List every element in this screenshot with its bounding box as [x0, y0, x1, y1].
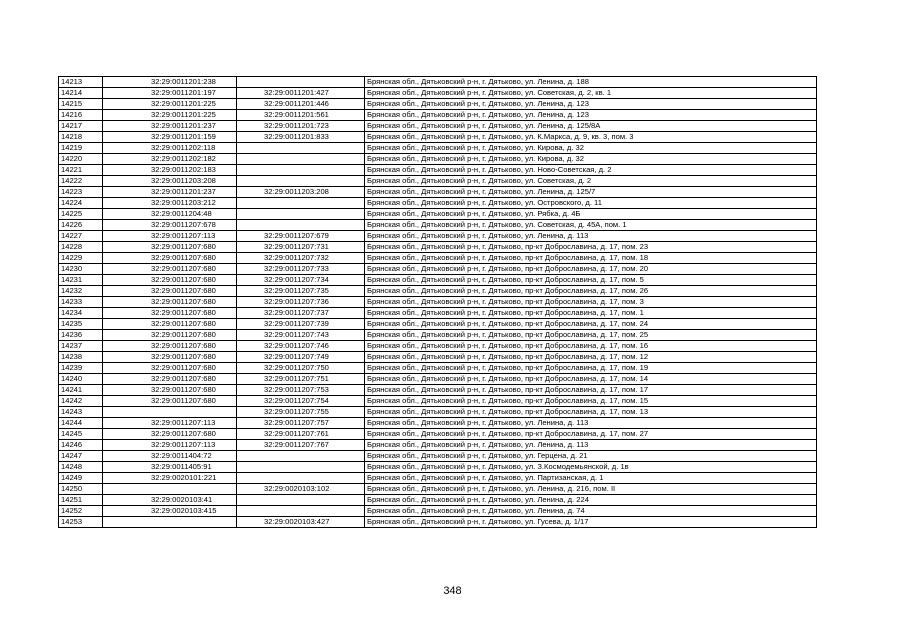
table-row — [59, 231, 817, 242]
address-cell: Брянская обл., Дятьковский р-н, г. Дятьково, ул. К.Маркса, д. 9, кв. 3, пом. 3 — [365, 132, 817, 143]
record-number-cell: 14245 — [59, 429, 103, 440]
table-row — [59, 121, 817, 132]
cadastral-number-cell — [103, 484, 237, 495]
address-cell: Брянская обл., Дятьковский р-н, г. Дятьково, пр-кт Доброславина, д. 17, пом. 17 — [365, 385, 817, 396]
table-row — [59, 506, 817, 517]
address-cell: Брянская обл., Дятьковский р-н, г. Дятьково, пр-кт Доброславина, д. 17, пом. 23 — [365, 242, 817, 253]
cadastral-number-cell: 32:29:0011201:197 — [103, 88, 237, 99]
address-cell: Брянская обл., Дятьковский р-н, г. Дятьково, ул. Советская, д. 45А, пом. 1 — [365, 220, 817, 231]
record-number-cell: 14251 — [59, 495, 103, 506]
cadastral-number-cell: 32:29:0020101:221 — [103, 473, 237, 484]
cadastral-number-cell: 32:29:0011207:680 — [103, 319, 237, 330]
address-cell: Брянская обл., Дятьковский р-н, г. Дятьково, ул. Ленина, д. 113 — [365, 440, 817, 451]
cadastral-number-cell: 32:29:0011207:680 — [103, 308, 237, 319]
table-row — [59, 77, 817, 88]
related-cadastral-number-cell: 32:29:0011207:750 — [237, 363, 365, 374]
cadastral-number-cell: 32:29:0011201:225 — [103, 110, 237, 121]
related-cadastral-number-cell: 32:29:0011207:733 — [237, 264, 365, 275]
record-number-cell: 14215 — [59, 99, 103, 110]
related-cadastral-number-cell: 32:29:0011207:743 — [237, 330, 365, 341]
table-row — [59, 264, 817, 275]
address-cell: Брянская обл., Дятьковский р-н, г. Дятьково, пр-кт Доброславина, д. 17, пом. 15 — [365, 396, 817, 407]
record-number-cell: 14218 — [59, 132, 103, 143]
cadastral-number-cell: 32:29:0011207:680 — [103, 396, 237, 407]
related-cadastral-number-cell: 32:29:0011207:755 — [237, 407, 365, 418]
cadastral-number-cell: 32:29:0011207:113 — [103, 418, 237, 429]
related-cadastral-number-cell — [237, 473, 365, 484]
address-cell: Брянская обл., Дятьковский р-н, г. Дятьково, пр-кт Доброславина, д. 17, пом. 25 — [365, 330, 817, 341]
address-cell: Брянская обл., Дятьковский р-н, г. Дятьково, пр-кт Доброславина, д. 17, пом. 12 — [365, 352, 817, 363]
related-cadastral-number-cell — [237, 154, 365, 165]
record-number-cell: 14231 — [59, 275, 103, 286]
table-row — [59, 286, 817, 297]
related-cadastral-number-cell: 32:29:0011207:754 — [237, 396, 365, 407]
address-cell: Брянская обл., Дятьковский р-н, г. Дятьково, пр-кт Доброславина, д. 17, пом. 26 — [365, 286, 817, 297]
table-row — [59, 319, 817, 330]
record-number-cell: 14241 — [59, 385, 103, 396]
address-cell: Брянская обл., Дятьковский р-н, г. Дятьково, ул. Ленина, д. 113 — [365, 231, 817, 242]
record-number-cell: 14216 — [59, 110, 103, 121]
related-cadastral-number-cell — [237, 462, 365, 473]
address-cell: Брянская обл., Дятьковский р-н, г. Дятьково, пр-кт Доброславина, д. 17, пом. 20 — [365, 264, 817, 275]
related-cadastral-number-cell — [237, 165, 365, 176]
record-number-cell: 14222 — [59, 176, 103, 187]
table-row — [59, 341, 817, 352]
address-cell: Брянская обл., Дятьковский р-н, г. Дятьково, ул. Ленина, д. 123 — [365, 99, 817, 110]
cadastral-number-cell: 32:29:0011207:680 — [103, 385, 237, 396]
related-cadastral-number-cell: 32:29:0020103:102 — [237, 484, 365, 495]
related-cadastral-number-cell: 32:29:0011203:208 — [237, 187, 365, 198]
cadastral-number-cell: 32:29:0011201:238 — [103, 77, 237, 88]
record-number-cell: 14232 — [59, 286, 103, 297]
related-cadastral-number-cell: 32:29:0011201:446 — [237, 99, 365, 110]
table-row — [59, 220, 817, 231]
related-cadastral-number-cell — [237, 506, 365, 517]
table-row — [59, 242, 817, 253]
record-number-cell: 14229 — [59, 253, 103, 264]
record-number-cell: 14225 — [59, 209, 103, 220]
cadastral-number-cell: 32:29:0011207:680 — [103, 275, 237, 286]
address-cell: Брянская обл., Дятьковский р-н, г. Дятьково, ул. Островского, д. 11 — [365, 198, 817, 209]
address-cell: Брянская обл., Дятьковский р-н, г. Дятьково, пр-кт Доброславина, д. 17, пом. 5 — [365, 275, 817, 286]
record-number-cell: 14217 — [59, 121, 103, 132]
table-row — [59, 407, 817, 418]
address-cell: Брянская обл., Дятьковский р-н, г. Дятьково, пр-кт Доброславина, д. 17, пом. 1 — [365, 308, 817, 319]
cadastral-number-cell: 32:29:0011207:680 — [103, 429, 237, 440]
address-cell: Брянская обл., Дятьковский р-н, г. Дятьково, ул. Партизанская, д. 1 — [365, 473, 817, 484]
page-number: 348 — [443, 585, 462, 597]
record-number-cell: 14249 — [59, 473, 103, 484]
record-number-cell: 14238 — [59, 352, 103, 363]
table-row — [59, 517, 817, 528]
address-cell: Брянская обл., Дятьковский р-н, г. Дятьково, пр-кт Доброславина, д. 17, пом. 16 — [365, 341, 817, 352]
registry-table-body — [59, 77, 817, 528]
record-number-cell: 14240 — [59, 374, 103, 385]
table-row — [59, 308, 817, 319]
cadastral-number-cell: 32:29:0011207:680 — [103, 374, 237, 385]
record-number-cell: 14233 — [59, 297, 103, 308]
record-number-cell: 14230 — [59, 264, 103, 275]
cadastral-number-cell: 32:29:0011207:680 — [103, 253, 237, 264]
table-row — [59, 473, 817, 484]
table-row — [59, 352, 817, 363]
related-cadastral-number-cell: 32:29:0011207:746 — [237, 341, 365, 352]
related-cadastral-number-cell: 32:29:0011201:833 — [237, 132, 365, 143]
cadastral-number-cell: 32:29:0011207:680 — [103, 264, 237, 275]
record-number-cell: 14214 — [59, 88, 103, 99]
related-cadastral-number-cell: 32:29:0011207:737 — [237, 308, 365, 319]
address-cell: Брянская обл., Дятьковский р-н, г. Дятьково, ул. Ново-Советская, д. 2 — [365, 165, 817, 176]
table-row — [59, 187, 817, 198]
address-cell: Брянская обл., Дятьковский р-н, г. Дятьково, пр-кт Доброславина, д. 17, пом. 24 — [365, 319, 817, 330]
related-cadastral-number-cell: 32:29:0011207:736 — [237, 297, 365, 308]
related-cadastral-number-cell: 32:29:0011207:749 — [237, 352, 365, 363]
cadastral-number-cell: 32:29:0011201:237 — [103, 187, 237, 198]
cadastral-number-cell: 32:29:0011404:72 — [103, 451, 237, 462]
related-cadastral-number-cell: 32:29:0011201:427 — [237, 88, 365, 99]
related-cadastral-number-cell: 32:29:0011207:734 — [237, 275, 365, 286]
address-cell: Брянская обл., Дятьковский р-н, г. Дятьково, ул. З.Космодемьянской, д. 1в — [365, 462, 817, 473]
address-cell: Брянская обл., Дятьковский р-н, г. Дятьково, пр-кт Доброславина, д. 17, пом. 19 — [365, 363, 817, 374]
table-row — [59, 165, 817, 176]
table-row — [59, 132, 817, 143]
record-number-cell: 14244 — [59, 418, 103, 429]
related-cadastral-number-cell: 32:29:0011207:735 — [237, 286, 365, 297]
record-number-cell: 14242 — [59, 396, 103, 407]
table-row — [59, 176, 817, 187]
table-row — [59, 385, 817, 396]
address-cell: Брянская обл., Дятьковский р-н, г. Дятьково, ул. Ленина, д. 123 — [365, 110, 817, 121]
cadastral-number-cell — [103, 517, 237, 528]
cadastral-number-cell: 32:29:0011202:118 — [103, 143, 237, 154]
record-number-cell: 14236 — [59, 330, 103, 341]
cadastral-number-cell: 32:29:0011201:225 — [103, 99, 237, 110]
related-cadastral-number-cell: 32:29:0011207:739 — [237, 319, 365, 330]
record-number-cell: 14220 — [59, 154, 103, 165]
cadastral-number-cell: 32:29:0011207:680 — [103, 297, 237, 308]
related-cadastral-number-cell — [237, 198, 365, 209]
record-number-cell: 14252 — [59, 506, 103, 517]
cadastral-number-cell: 32:29:0011202:182 — [103, 154, 237, 165]
table-row — [59, 198, 817, 209]
record-number-cell: 14246 — [59, 440, 103, 451]
address-cell: Брянская обл., Дятьковский р-н, г. Дятьково, ул. Советская, д. 2 — [365, 176, 817, 187]
address-cell: Брянская обл., Дятьковский р-н, г. Дятьково, ул. Ленина, д. 74 — [365, 506, 817, 517]
registry-table — [58, 76, 817, 528]
record-number-cell: 14235 — [59, 319, 103, 330]
address-cell: Брянская обл., Дятьковский р-н, г. Дятьково, пр-кт Доброславина, д. 17, пом. 3 — [365, 297, 817, 308]
record-number-cell: 14247 — [59, 451, 103, 462]
record-number-cell: 14226 — [59, 220, 103, 231]
address-cell: Брянская обл., Дятьковский р-н, г. Дятьково, ул. Ленина, д. 125/7 — [365, 187, 817, 198]
address-cell: Брянская обл., Дятьковский р-н, г. Дятьково, ул. Ленина, д. 216, пом. II — [365, 484, 817, 495]
address-cell: Брянская обл., Дятьковский р-н, г. Дятьково, ул. Кирова, д. 32 — [365, 143, 817, 154]
cadastral-number-cell: 32:29:0020103:415 — [103, 506, 237, 517]
table-row — [59, 154, 817, 165]
record-number-cell: 14239 — [59, 363, 103, 374]
record-number-cell: 14243 — [59, 407, 103, 418]
address-cell: Брянская обл., Дятьковский р-н, г. Дятьково, ул. Гусева, д. 1/17 — [365, 517, 817, 528]
table-row — [59, 209, 817, 220]
cadastral-number-cell: 32:29:0011207:113 — [103, 440, 237, 451]
table-row — [59, 451, 817, 462]
table-row — [59, 440, 817, 451]
address-cell: Брянская обл., Дятьковский р-н, г. Дятьково, ул. Ленина, д. 188 — [365, 77, 817, 88]
address-cell: Брянская обл., Дятьковский р-н, г. Дятьково, пр-кт Доброславина, д. 17, пом. 14 — [365, 374, 817, 385]
record-number-cell: 14213 — [59, 77, 103, 88]
related-cadastral-number-cell: 32:29:0011207:679 — [237, 231, 365, 242]
cadastral-number-cell: 32:29:0020103:41 — [103, 495, 237, 506]
table-row — [59, 484, 817, 495]
related-cadastral-number-cell: 32:29:0011207:731 — [237, 242, 365, 253]
table-row — [59, 363, 817, 374]
cadastral-number-cell: 32:29:0011405:91 — [103, 462, 237, 473]
related-cadastral-number-cell: 32:29:0011201:723 — [237, 121, 365, 132]
address-cell: Брянская обл., Дятьковский р-н, г. Дятьково, пр-кт Доброславина, д. 17, пом. 18 — [365, 253, 817, 264]
related-cadastral-number-cell — [237, 209, 365, 220]
table-row — [59, 110, 817, 121]
related-cadastral-number-cell: 32:29:0011207:767 — [237, 440, 365, 451]
related-cadastral-number-cell: 32:29:0011207:761 — [237, 429, 365, 440]
address-cell: Брянская обл., Дятьковский р-н, г. Дятьково, ул. Рябка, д. 4Б — [365, 209, 817, 220]
table-row — [59, 429, 817, 440]
cadastral-number-cell: 32:29:0011203:212 — [103, 198, 237, 209]
table-row — [59, 88, 817, 99]
table-row — [59, 495, 817, 506]
related-cadastral-number-cell: 32:29:0011207:757 — [237, 418, 365, 429]
related-cadastral-number-cell: 32:29:0011207:753 — [237, 385, 365, 396]
table-row — [59, 418, 817, 429]
address-cell: Брянская обл., Дятьковский р-н, г. Дятьково, ул. Герцена, д. 21 — [365, 451, 817, 462]
record-number-cell: 14227 — [59, 231, 103, 242]
address-cell: Брянская обл., Дятьковский р-н, г. Дятьково, ул. Ленина, д. 125/8А — [365, 121, 817, 132]
table-row — [59, 99, 817, 110]
related-cadastral-number-cell: 32:29:0020103:427 — [237, 517, 365, 528]
address-cell: Брянская обл., Дятьковский р-н, г. Дятьково, ул. Ленина, д. 113 — [365, 418, 817, 429]
cadastral-number-cell: 32:29:0011207:680 — [103, 341, 237, 352]
cadastral-number-cell: 32:29:0011202:183 — [103, 165, 237, 176]
table-row — [59, 330, 817, 341]
related-cadastral-number-cell — [237, 143, 365, 154]
table-row — [59, 275, 817, 286]
cadastral-number-cell: 32:29:0011207:680 — [103, 286, 237, 297]
address-cell: Брянская обл., Дятьковский р-н, г. Дятьково, ул. Советская, д. 2, кв. 1 — [365, 88, 817, 99]
record-number-cell: 14221 — [59, 165, 103, 176]
record-number-cell: 14228 — [59, 242, 103, 253]
record-number-cell: 14250 — [59, 484, 103, 495]
record-number-cell: 14248 — [59, 462, 103, 473]
cadastral-number-cell — [103, 407, 237, 418]
related-cadastral-number-cell: 32:29:0011201:561 — [237, 110, 365, 121]
address-cell: Брянская обл., Дятьковский р-н, г. Дятьково, ул. Кирова, д. 32 — [365, 154, 817, 165]
table-row — [59, 462, 817, 473]
address-cell: Брянская обл., Дятьковский р-н, г. Дятьково, ул. Ленина, д. 224 — [365, 495, 817, 506]
cadastral-number-cell: 32:29:0011201:159 — [103, 132, 237, 143]
cadastral-number-cell: 32:29:0011207:113 — [103, 231, 237, 242]
related-cadastral-number-cell: 32:29:0011207:751 — [237, 374, 365, 385]
cadastral-number-cell: 32:29:0011204:48 — [103, 209, 237, 220]
related-cadastral-number-cell — [237, 176, 365, 187]
cadastral-number-cell: 32:29:0011203:208 — [103, 176, 237, 187]
record-number-cell: 14224 — [59, 198, 103, 209]
address-cell: Брянская обл., Дятьковский р-н, г. Дятьково, пр-кт Доброславина, д. 17, пом. 27 — [365, 429, 817, 440]
cadastral-number-cell: 32:29:0011207:680 — [103, 363, 237, 374]
related-cadastral-number-cell — [237, 220, 365, 231]
related-cadastral-number-cell — [237, 495, 365, 506]
cadastral-number-cell: 32:29:0011207:680 — [103, 330, 237, 341]
cadastral-number-cell: 32:29:0011207:678 — [103, 220, 237, 231]
related-cadastral-number-cell — [237, 451, 365, 462]
record-number-cell: 14219 — [59, 143, 103, 154]
record-number-cell: 14253 — [59, 517, 103, 528]
related-cadastral-number-cell — [237, 77, 365, 88]
table-row — [59, 374, 817, 385]
related-cadastral-number-cell: 32:29:0011207:732 — [237, 253, 365, 264]
cadastral-number-cell: 32:29:0011207:680 — [103, 352, 237, 363]
table-row — [59, 297, 817, 308]
cadastral-number-cell: 32:29:0011207:680 — [103, 242, 237, 253]
record-number-cell: 14223 — [59, 187, 103, 198]
record-number-cell: 14237 — [59, 341, 103, 352]
table-row — [59, 143, 817, 154]
record-number-cell: 14234 — [59, 308, 103, 319]
cadastral-number-cell: 32:29:0011201:237 — [103, 121, 237, 132]
address-cell: Брянская обл., Дятьковский р-н, г. Дятьково, пр-кт Доброславина, д. 17, пом. 13 — [365, 407, 817, 418]
table-row — [59, 396, 817, 407]
table-row — [59, 253, 817, 264]
